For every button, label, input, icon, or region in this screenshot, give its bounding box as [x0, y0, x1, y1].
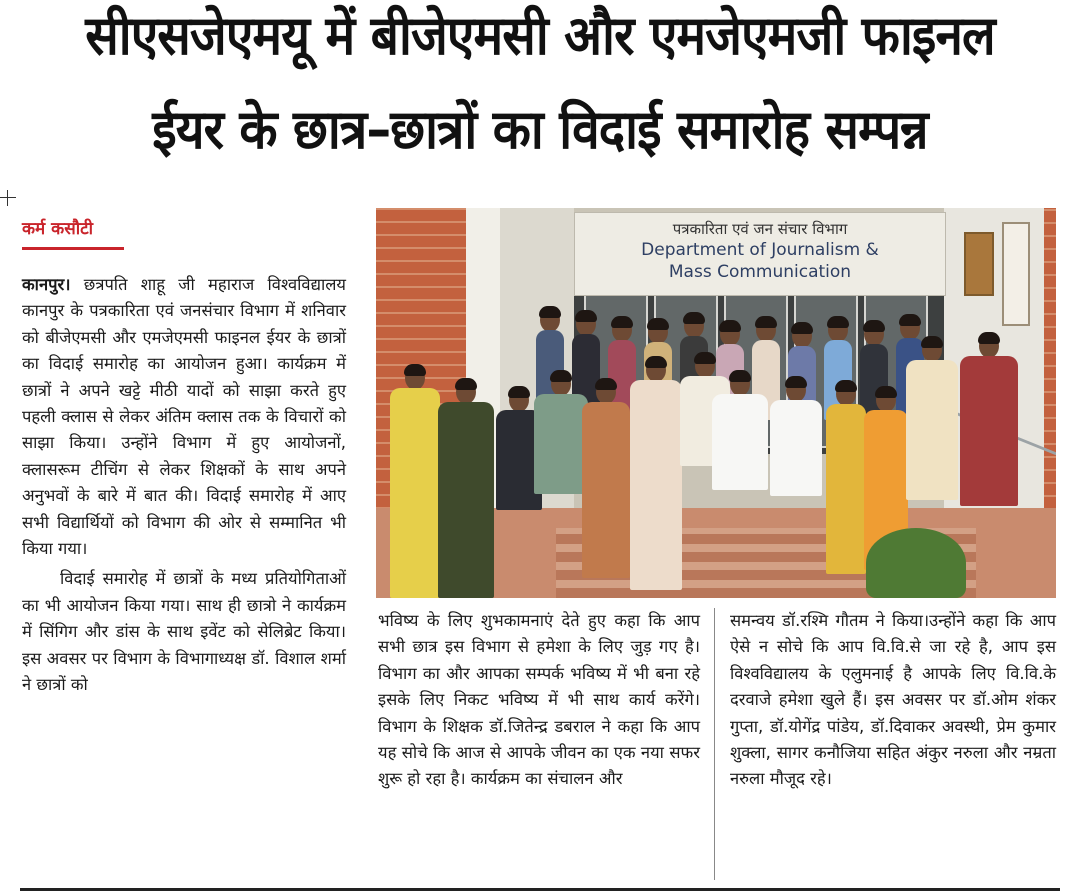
byline-underline [22, 247, 124, 250]
person [630, 358, 682, 598]
potted-plant [866, 528, 966, 598]
paragraph-1-text: छत्रपति शाहू जी महाराज विश्वविद्यालय कानपुर के पत्रकारिता एवं जनसंचार विभाग में शनिवार को बीजेएमसी और एमजेएमसी फाइनल ईयर के छात्रों का विदाई समारोह का आयोजन हुआ। कार्यक्रम में छात्रों ने अपने खट्टे मीठी यादों को साझा करते हुए पहली क्लास से लेकर अंतिम क्लास तक के विचारों को साझा किया। उन्होंने विभाग में हुए आयोजनों, क्लासरूम टीचिंग से लेकर शिक्षकों के साथ अपने अनुभवों के बारे में बात की। विदाई समारोह में आए सभी विद्यार्थियों को विभाग की ओर से सम्मानित भी किया गया। [22, 275, 347, 559]
article-paragraph-3: भविष्य के लिए शुभकामनाएं देते हुए कहा कि आप सभी छात्र इस विभाग से हमेशा के लिए जुड़ गए है। विभाग का और आपका सम्पर्क भविष्य में भी बना रहे इसके लिए निकट भविष्य में भी साथ कार्य करेंगे। विभाग के शिक्षक डॉ.जितेन्द्र डबराल ने कहा कि आप यह सोचे कि आज से आपके जीवन का एक नया सफर शुरू हो रहा है। कार्यक्रम का संचालन और [378, 611, 700, 789]
article-column-1 [22, 272, 346, 699]
article-column-3 [730, 608, 1056, 793]
person [534, 372, 588, 598]
person [770, 378, 822, 598]
crop-mark-icon [0, 190, 16, 206]
headline-line-2: ईयर के छात्र–छात्रों का विदाई समारोह सम्पन्न [152, 98, 928, 161]
department-sign [574, 212, 946, 296]
sign-hindi: पत्रकारिता एवं जन संचार विभाग [672, 220, 848, 238]
sign-english-line-1: Department of Journalism & [641, 240, 879, 260]
person [582, 380, 630, 598]
headline-line-1: सीएसजेएमयू में बीजेएमसी और एमजेएमजी फाइनल [85, 4, 995, 67]
column-divider [714, 608, 715, 880]
article-paragraph-4: समन्वय डॉ.रश्मि गौतम ने किया।उन्होंने कहा कि आप ऐसे न सोचे कि आप वि.वि.से जा रहे है, आप इस विश्वविद्यालय के एलुमनाई है आपके लिए वि.वि.के दरवाजे हमेशा खुले हैं। इस अवसर पर डॉ.ओम शंकर गुप्ता, डॉ.योगेंद्र पांडेय, डॉ.दिवाकर अवस्थी, प्रेम कुमार शुक्ला, सागर कनौजिया सहित अंकुर नरुला और नम्रता नरुला मौजूद रहे। [730, 611, 1056, 789]
dateline: कानपुर। [22, 275, 71, 294]
bottom-rule [20, 888, 1060, 891]
group-photo [376, 208, 1056, 598]
person [826, 382, 866, 598]
person [712, 372, 768, 598]
person [390, 366, 440, 598]
sign-english-line-2: Mass Communication [668, 262, 852, 282]
wall-plaque [964, 232, 994, 296]
byline: कर्म कसौटी [22, 219, 94, 239]
wall-plaque [1002, 222, 1030, 326]
person [438, 380, 494, 598]
person [960, 334, 1018, 584]
article-paragraph-2: विदाई समारोह में छात्रों के मध्य प्रतियोगिताओं का भी आयोजन किया गया। साथ ही छात्रो ने कार्यक्रम में सिंगिग और डांस के साथ इवेंट को सेलिब्रेट किया। इस अवसर पर विभाग के विभागाध्यक्ष डॉ. विशाल शर्मा ने छात्रों को [22, 569, 346, 695]
article-paragraph-1 [22, 272, 346, 562]
headline [0, 6, 1080, 160]
article-column-2 [378, 608, 700, 793]
